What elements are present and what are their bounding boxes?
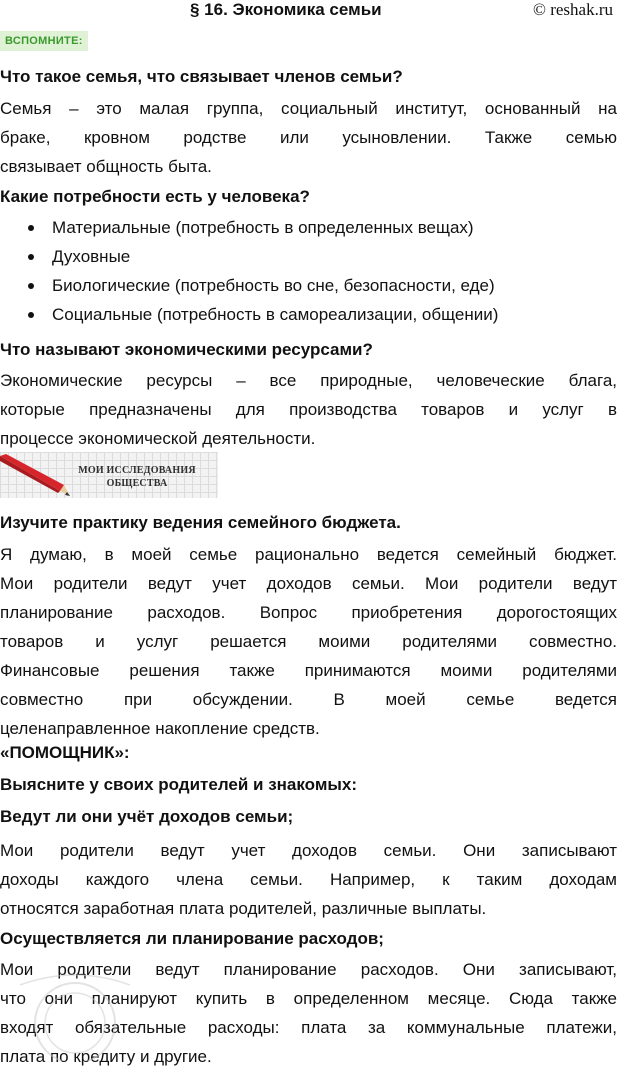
needs-list: [0, 213, 619, 329]
banner-line: ОБЩЕСТВА: [106, 478, 168, 489]
answer-line: Семья – это малая группа, социальный институт, основанный на: [0, 99, 617, 118]
question-heading: Ведут ли они учёт доходов семьи;: [0, 807, 294, 826]
answer-line: целенаправленное накопление средств.: [0, 719, 320, 738]
question-heading: Что такое семья, что связывает членов семьи?: [0, 67, 403, 86]
question-heading: Осуществляется ли планирование расходов;: [0, 929, 384, 948]
answer-line: Мои родители ведут учет доходов семьи. Мои родители ведут: [0, 574, 617, 593]
answer-line: Финансовые решения также принимаются моими родителями: [0, 661, 617, 680]
answer-line: Мои родители ведут планирование расходов. Они записывают,: [0, 960, 617, 979]
answer-line: входят обязательные расходы: плата за коммунальные платежи,: [0, 1018, 617, 1037]
helper-subtitle-block: [0, 774, 619, 796]
section-income-question: [0, 806, 619, 828]
helper-title-block: [0, 742, 619, 764]
answer-line: совместно при обсуждении. В моей семье ведется: [0, 690, 617, 709]
section-planning-question: [0, 928, 619, 950]
list-item: Социальные (потребность в самореализации, общении): [0, 300, 619, 329]
answer-line: относятся заработная плата родителей, различные выплаты.: [0, 899, 487, 918]
answer-line: Мои родители ведут учет доходов семьи. Они записывают: [0, 841, 617, 860]
section-budget-answer: [0, 540, 619, 743]
helper-title: «ПОМОЩНИК»:: [0, 743, 130, 762]
answer-line: что они планируют купить в определенном месяце. Сюда также: [0, 989, 617, 1008]
answer-line: доходы каждого члена семьи. Например, к таким доходам: [0, 870, 617, 889]
page-title: § 16. Экономика семьи: [190, 0, 382, 19]
banner-line: МОИ ИССЛЕДОВАНИЯ: [78, 465, 196, 476]
answer-line: товаров и услуг решается моими родителями совместно.: [0, 632, 617, 651]
question-heading: Что называют экономическими ресурсами?: [0, 340, 373, 359]
pencil-icon: [0, 452, 70, 498]
answer-line: Я думаю, в моей семье рационально ведется семейный бюджет.: [0, 545, 617, 564]
section-income-answer: [0, 836, 619, 923]
banner-text: [62, 464, 212, 490]
answer-line: Экономические ресурсы – все природные, человеческие блага,: [0, 371, 617, 390]
list-item: Материальные (потребность в определенных вещах): [0, 213, 619, 242]
answer-line: браке, кровном родстве или усыновлении. Также семью: [0, 128, 617, 147]
answer-line: процессе экономической деятельности.: [0, 429, 316, 448]
list-item: Духовные: [0, 242, 619, 271]
question-heading: Какие потребности есть у человека?: [0, 187, 310, 206]
answer-line: связывает общность быта.: [0, 157, 212, 176]
research-banner: [0, 452, 218, 498]
section-budget-question: [0, 512, 619, 534]
page-header: [0, 0, 619, 22]
site-credit[interactable]: © reshak.ru: [533, 0, 613, 19]
section-family-question: [0, 66, 619, 88]
answer-line: планирование расходов. Вопрос приобретения дорогостоящих: [0, 603, 617, 622]
section-needs-question: [0, 186, 619, 208]
list-item: Биологические (потребность во сне, безопасности, еде): [0, 271, 619, 300]
answer-line: которые предназначены для производства товаров и услуг в: [0, 400, 617, 419]
section-resources-question: [0, 339, 619, 361]
section-resources-answer: [0, 366, 619, 453]
section-needs-list: [0, 213, 619, 329]
section-planning-answer: [0, 955, 619, 1071]
answer-line: плата по кредиту и другие.: [0, 1047, 212, 1066]
question-heading: Изучите практику ведения семейного бюджета.: [0, 513, 401, 532]
remember-badge: ВСПОМНИТЕ:: [0, 31, 88, 51]
section-family-answer: [0, 94, 619, 181]
helper-subtitle: Выясните у своих родителей и знакомых:: [0, 775, 358, 794]
